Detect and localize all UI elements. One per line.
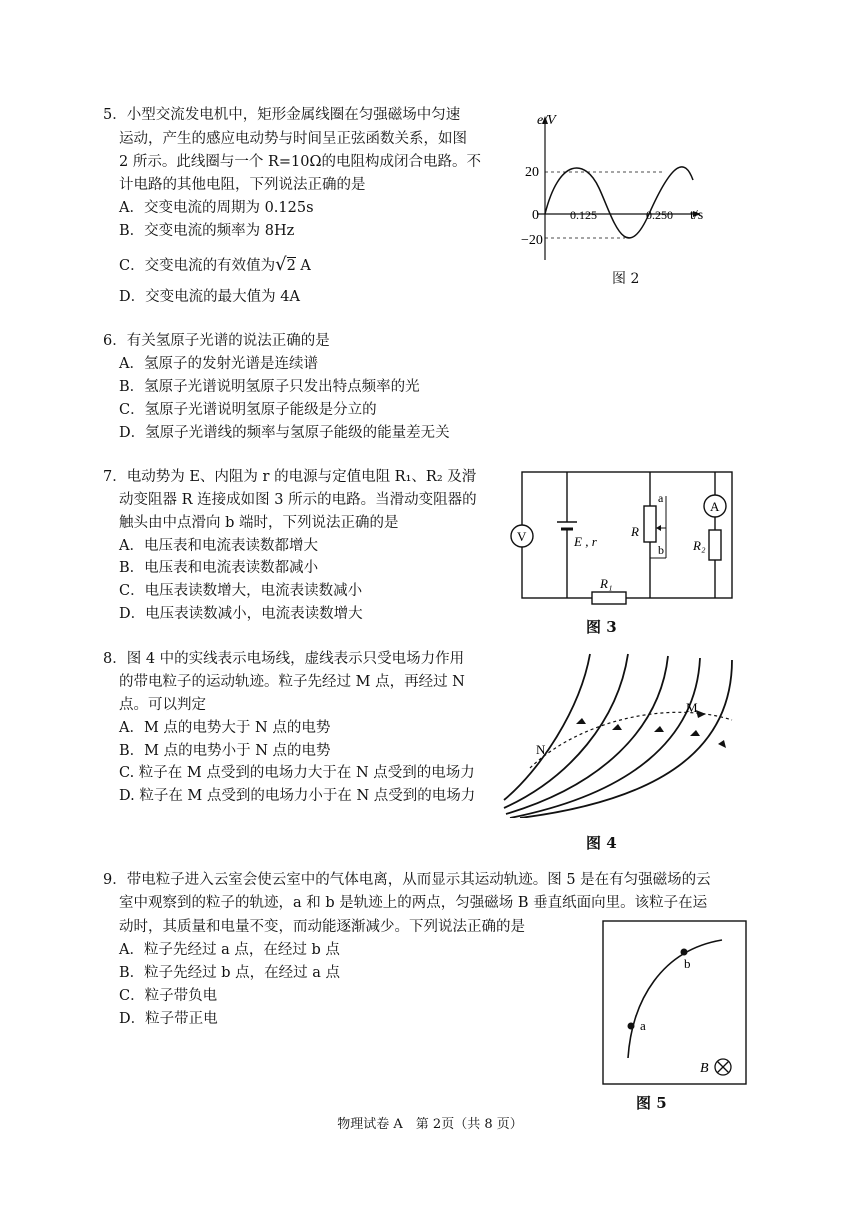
q6-line-1: 6．有关氢原子光谱的说法正确的是 [103,333,330,349]
fig2-ylabel: e/V [537,113,556,128]
q7-option-b: B．电压表和电流表读数都减小 [119,560,319,576]
fig3-point-b: b [658,543,664,557]
q5-option-a: A．交变电流的周期为 0.125s [119,200,314,216]
q5-option-c-sqrt: 2 [286,258,296,274]
fig4-point-n: N [536,742,546,757]
fig3-ammeter: A [710,499,720,514]
q8-line-3: 点。可以判定 [119,697,206,713]
q9-line-2: 室中观察到的粒子的轨迹，a 和 b 是轨迹上的两点，匀强磁场 B 垂直纸面向里。该粒子在运 [119,895,708,911]
q9-line-3: 动时，其质量和电量不变，而动能逐渐减少。下列说法正确的是 [119,919,525,935]
figure-2-sine-graph [515,110,715,270]
q5-option-c-text: C．交变电流的有效值为 [119,258,276,274]
q6-option-c: C．氢原子光谱说明氢原子能级是分立的 [119,402,377,418]
q7-line-2: 动变阻器 R 连接成如图 3 所示的电路。当滑动变阻器的 [119,492,477,508]
q7-option-c: C．电压表读数增大，电流表读数减小 [119,583,363,599]
fig2-ytick-20: 20 [525,165,539,180]
q5-option-b: B．交变电流的频率为 8Hz [119,223,295,239]
figure-3-circuit [510,466,750,606]
figure-3-caption: 图 3 [586,618,617,636]
fig5-point-b: b [684,956,691,971]
q9-option-d: D．粒子带正电 [119,1011,218,1027]
q5-line-1: 5．小型交流发电机中，矩形金属线圈在匀强磁场中匀速 [103,107,461,123]
q5-line-3: 2 所示。此线圈与一个 R=10Ω的电阻构成闭合电路。不 [119,154,481,170]
fig5-point-a: a [640,1018,646,1033]
q5-option-c-unit: A [300,258,311,274]
q7-option-d: D．电压表读数减小，电流表读数增大 [119,606,363,622]
q6-option-b: B．氢原子光谱说明氢原子只发出特点频率的光 [119,379,420,395]
q8-option-d: D. 粒子在 M 点受到的电场力小于在 N 点受到的电场力 [119,788,476,804]
figure-5-caption: 图 5 [636,1094,667,1112]
q8-option-a: A．M 点的电势大于 N 点的电势 [119,720,331,736]
figure-5-cloud-chamber [602,920,748,1086]
q5-line-4: 计电路的其他电阻，下列说法正确的是 [119,177,366,193]
q7-line-1: 7．电动势为 E、内阻为 r 的电源与定值电阻 R₁、R₂ 及滑 [103,469,477,485]
q9-option-c: C．粒子带负电 [119,988,218,1004]
fig2-xlabel: t/s [690,208,704,223]
fig2-xtick-0250: 0.250 [646,208,673,222]
q5-option-c: C．交变电流的有效值为√2 A [119,254,311,275]
figure-2-caption: 图 2 [612,271,640,287]
q7-option-a: A．电压表和电流表读数都增大 [119,538,318,554]
q8-option-b: B．M 点的电势小于 N 点的电势 [119,743,331,759]
fig3-rheostat: R [631,524,639,539]
q6-option-d: D．氢原子光谱线的频率与氢原子能级的能量差无关 [119,425,450,441]
fig2-ytick-neg20: −20 [521,233,543,248]
fig3-source-label: E , r [574,534,597,549]
fig3-voltmeter: V [517,529,527,544]
q9-line-1: 9．带电粒子进入云室会使云室中的气体电离，从而显示其运动轨迹。图 5 是在有匀强磁场的云 [103,872,711,888]
q8-line-2: 的带电粒子的运动轨迹。粒子先经过 M 点，再经过 N [119,674,465,690]
page-footer: 物理试卷 A 第 2页（共 8 页） [337,1117,523,1132]
fig5-field-label: B [700,1061,709,1076]
fig3-r1: R₁ [600,576,613,591]
q7-line-3: 触头由中点滑向 b 端时，下列说法正确的是 [119,515,399,531]
figure-4-field-lines [500,650,740,818]
q8-option-c: C. 粒子在 M 点受到的电场力大于在 N 点受到的电场力 [119,765,475,781]
q9-option-a: A．粒子先经过 a 点，在经过 b 点 [119,942,340,958]
q8-line-1: 8．图 4 中的实线表示电场线，虚线表示只受电场力作用 [103,651,465,667]
q5-option-d: D．交变电流的最大值为 4A [119,289,300,305]
fig4-point-m: M [686,700,698,715]
q5-line-2: 运动，产生的感应电动势与时间呈正弦函数关系，如图 [119,131,467,147]
figure-4-caption: 图 4 [586,834,617,852]
fig2-xtick-0125: 0.125 [570,208,597,222]
fig3-r2: R₂ [693,538,706,553]
q9-option-b: B．粒子先经过 b 点，在经过 a 点 [119,965,341,981]
q6-option-a: A．氢原子的发射光谱是连续谱 [119,356,318,372]
fig2-ytick-0: 0 [532,208,539,223]
fig3-point-a: a [658,491,664,505]
